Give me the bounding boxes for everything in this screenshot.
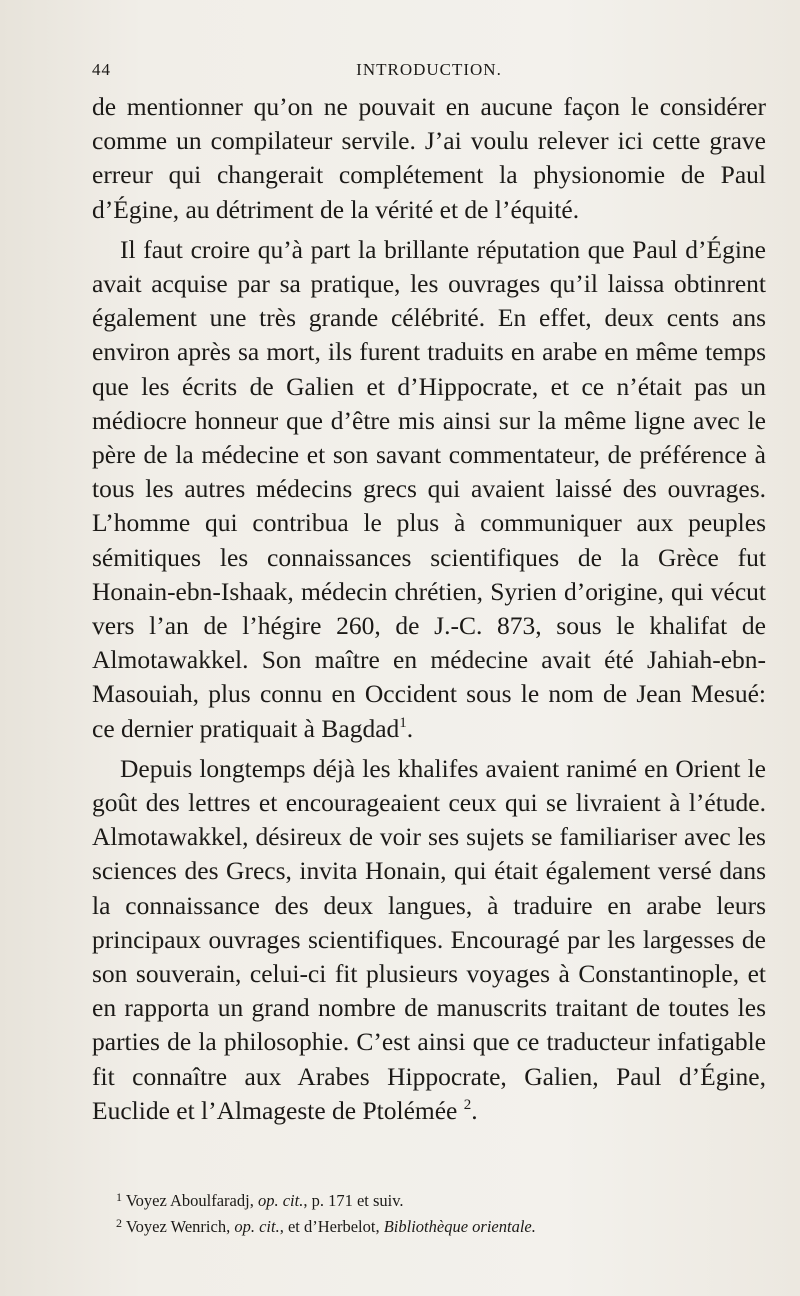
footnote-mark: 2	[116, 1216, 122, 1230]
footnote-text: Voyez Wenrich,	[125, 1217, 235, 1236]
running-head	[92, 60, 766, 88]
footnote-italic: op. cit.	[257, 1191, 304, 1210]
paragraph-2: Il faut croire qu’à part la brillante réputation que Paul d’Égine avait acquise par sa pratique, les ouvrages qu’il laissa obtinrent également une très grande célébrité. En effet, deux cents ans environ après sa mort, ils furent traduits en arabe en même temps que les écrits de Galien et d’Hippocrate, et ce n’était pas un médiocre honneur que d’être mis ainsi sur la même ligne avec le père de la médecine et son savant commentateur, de préférence à tous les autres médecins grecs qui avaient laissé des ouvrages. L’homme qui contribua le plus à communiquer aux peuples sémitiques les connaissances scientifiques de la Grèce fut Honain-ebn-Ishaak, médecin chrétien, Syrien d’origine, qui vécut vers l’an de l’hégire 260, de J.-C. 873, sous le khalifat de Almotawakkel. Son maître en médecine avait été Jahiah-ebn-Masouiah, plus connu en Occident sous le nom de Jean Mesué: ce dernier pratiquait à Bagdad$^1$.	[92, 234, 766, 743]
running-title: INTRODUCTION.	[356, 60, 502, 79]
paragraph-1-text: de mentionner qu’on ne pouvait en aucune façon le considérer comme un compilateur servile. J’ai voulu relever ici cette grave erreur qui changerait complétement la physionomie de Paul d’Égine, au détriment de la vérité et de l’équité.	[92, 92, 766, 224]
footnote-text: Voyez Aboulfaradj,	[125, 1191, 258, 1210]
paragraph-2-text: Il faut croire qu’à part la brillante réputation que Paul d’Égine avait acquise par sa pratique, les ouvrages qu’il laissa obtinrent également une très grande célébrité. En effet, deux cents ans environ après sa mort, ils furent traduits en arabe en même temps que les écrits de Galien et d’Hippocrate, et ce n’était pas un médiocre honneur que d’être mis ainsi sur la même ligne avec le père de la médecine et son savant commentateur, de préférence à tous les autres médecins grecs qui avaient laissé des ouvrages. L’homme qui contribua le plus à communiquer aux peuples sémitiques les connaissances scientifiques de la Grèce fut Honain-ebn-Ishaak, médecin chrétien, Syrien d’origine, qui vécut vers l’an de l’hégire 260, de J.-C. 873, sous le khalifat de Almotawakkel. Son maître en médecine avait été Jahiah-ebn-Masouiah, plus connu en Occident sous le nom de Jean Mesué: ce dernier pratiquait à Bagdad	[92, 234, 766, 743]
page-number: 44	[92, 60, 111, 79]
paragraph-1	[92, 90, 766, 227]
footnote-mark: 1	[116, 1190, 122, 1204]
footnote-1	[92, 1188, 766, 1214]
footnote-text: , et d’Herbelot,	[279, 1217, 384, 1236]
paragraph-3: Depuis longtemps déjà les khalifes avaient ranimé en Orient le goût des lettres et encourageaient ceux qui se livraient à l’étude. Almotawakkel, désireux de voir ses sujets se familiariser avec les sciences des Grecs, invita Honain, qui était également versé dans la connaissance des deux langues, à traduire en arabe leurs principaux ouvrages scientifiques. Encouragé par les largesses de son souverain, celui-ci fit plusieurs voyages à Constantinople, et en rapporta un grand nombre de manuscrits traitant de toutes les parties de la philosophie. C’est ainsi que ce traducteur infatigable fit connaître aux Arabes Hippocrate, Galien, Paul d’Égine, Euclide et l’Almageste de Ptolémée $^2$.	[92, 753, 766, 1125]
footnote-2	[92, 1214, 766, 1240]
body-text	[92, 90, 766, 1128]
footnote-italic: Bibliothèque orientale.	[383, 1217, 536, 1236]
footnote-ref-1[interactable]: 1	[399, 714, 407, 731]
footnote-italic: op. cit.	[234, 1217, 280, 1236]
footnote-text: , p. 171 et suiv.	[303, 1191, 404, 1210]
footnotes	[92, 1188, 766, 1240]
paragraph-3-text: Depuis longtemps déjà les khalifes avaient ranimé en Orient le goût des lettres et encourageaient ceux qui se livraient à l’étude. Almotawakkel, désireux de voir ses sujets se familiariser avec les sciences des Grecs, invita Honain, qui était également versé dans la connaissance des deux langues, à traduire en arabe leurs principaux ouvrages scientifiques. Encouragé par les largesses de son souverain, celui-ci fit plusieurs voyages à Constantinople, et en rapporta un grand nombre de manuscrits traitant de toutes les parties de la philosophie. C’est ainsi que ce traducteur infatigable fit connaître aux Arabes Hippocrate, Galien, Paul d’Égine, Euclide et l’Almageste de Ptolémée	[92, 753, 766, 1125]
footnote-ref-2[interactable]: 2	[463, 1096, 472, 1113]
